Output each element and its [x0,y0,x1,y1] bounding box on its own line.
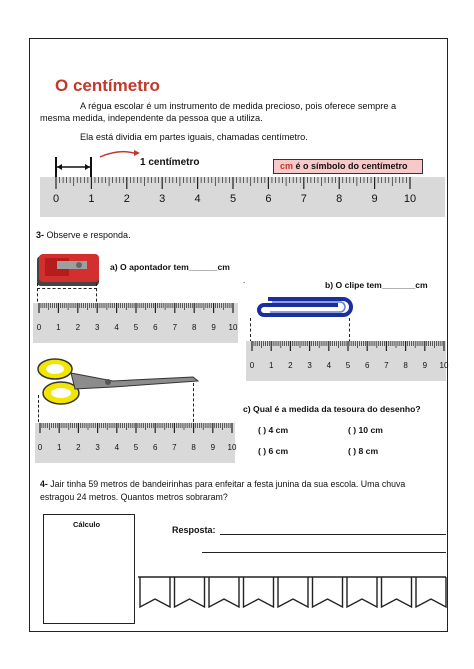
bunting-flag [416,577,446,607]
option-4cm[interactable]: ( ) 4 cm [258,425,289,435]
clip-ruler-number-8: 8 [403,361,408,370]
answer-line-1[interactable] [220,534,446,535]
q3-heading [36,230,131,240]
q3c-text: c) Qual é a medida da tesoura do desenho? [243,404,421,414]
clip-ruler-number-6: 6 [364,361,370,370]
clip-ruler-number-5: 5 [345,361,351,370]
sharpener-ruler-number-2: 2 [75,323,81,332]
main-ruler-number-7: 7 [300,193,307,205]
option-10cm[interactable]: ( ) 10 cm [348,425,383,435]
unit-label: 1 centímetro [140,157,200,168]
q3-number: 3- [36,230,45,240]
cm-symbol-note [273,159,423,174]
sharpener-ruler-number-1: 1 [56,323,61,332]
main-ruler-number-6: 6 [265,193,272,205]
calc-label: Cálculo [73,520,101,529]
main-ruler-number-1: 1 [88,193,95,205]
clip-ruler-number-3: 3 [307,361,312,370]
bunting-flag [244,577,274,607]
scissors-ruler-number-7: 7 [172,443,177,452]
main-ruler-number-10: 10 [403,193,417,205]
q3-dot: . [243,275,246,285]
intro-line-3: Ela está dividia em partes iguais, chamadas centímetro. [80,132,308,142]
bunting-flag [313,577,343,607]
clip-ruler-number-4: 4 [326,361,332,370]
sharpener-ruler [33,298,238,343]
q3b-text: b) O clipe tem_______cm [325,280,428,290]
q4-line-1: Jair tinha 59 metros de bandeirinhas para enfeitar a festa junina da sua escola. Uma chuva [47,479,406,489]
calc-box[interactable] [43,514,135,624]
main-ruler-number-8: 8 [336,193,343,205]
bunting-flag [209,577,239,607]
scissors-ruler-number-0: 0 [37,443,43,452]
clip-ruler-number-7: 7 [384,361,389,370]
sharpener-ruler-number-8: 8 [191,323,197,332]
sharpener-ruler-number-4: 4 [114,323,119,332]
scissors-ruler-number-10: 10 [227,443,237,452]
scissors-ruler-number-5: 5 [133,443,139,452]
option-8cm[interactable]: ( ) 8 cm [348,446,379,456]
sharpener-ruler-number-9: 9 [211,323,216,332]
clip-ruler-number-0: 0 [249,361,255,370]
main-ruler-number-9: 9 [371,193,378,205]
bunting-flag [175,577,205,607]
q4-line-2: estragou 24 metros. Quantos metros sobraram? [40,492,228,502]
bunting-flag [140,577,170,607]
clip-ruler-number-10: 10 [439,361,449,370]
clip-ruler-number-2: 2 [288,361,293,370]
q4-text [40,478,445,504]
red-arrow-icon [100,152,134,157]
main-ruler-graphic [40,145,445,220]
cm-symbol: cm [280,161,294,171]
page-title: O centímetro [55,76,160,95]
main-ruler-number-3: 3 [159,193,166,205]
sharpener-ruler-number-3: 3 [94,323,100,332]
sharpener-dash-top [37,288,97,289]
sharpener-ruler-number-6: 6 [153,323,158,332]
scissors-ruler-number-6: 6 [152,443,158,452]
clip-ruler-number-1: 1 [268,361,274,370]
main-ruler-number-4: 4 [194,193,201,205]
scissors-ruler-number-3: 3 [95,443,100,452]
intro-line-2: mesma medida, independente da pessoa que a utiliza. [40,113,263,123]
cm-symbol-rest: é o símbolo do centímetro [293,161,408,171]
intro-line-1: A régua escolar é um instrumento de medida precioso, pois oferece sempre a [80,101,397,111]
clip-ruler [246,336,446,381]
sharpener-ruler-number-10: 10 [228,323,238,332]
scissors-ruler [35,418,235,463]
sharpener-image [35,248,105,288]
sharpener-ruler-number-0: 0 [36,323,42,332]
scissors-ruler-number-4: 4 [114,443,120,452]
bunting-flag [382,577,412,607]
option-6cm[interactable]: ( ) 6 cm [258,446,289,456]
clip-ruler-number-9: 9 [422,361,428,370]
answer-line-2[interactable] [202,552,446,553]
bunting-flag [347,577,377,607]
sharpener-ruler-number-7: 7 [172,323,178,332]
scissors-ruler-number-2: 2 [76,443,81,452]
main-ruler-number-5: 5 [229,193,237,205]
q3a-text: a) O apontador tem______cm [110,262,230,272]
scissors-ruler-number-8: 8 [191,443,196,452]
q4-number: 4- [40,479,48,489]
paperclip-image [248,293,358,321]
sharpener-ruler-number-5: 5 [133,323,139,332]
scissors-ruler-number-1: 1 [56,443,62,452]
bunting-flags [138,575,448,611]
main-ruler-number-0: 0 [52,193,60,205]
q3-text: Observe e responda. [44,230,131,240]
scissors-image [33,355,203,410]
answer-label: Resposta: [172,525,216,535]
bunting-flag [278,577,308,607]
scissors-ruler-number-9: 9 [210,443,216,452]
main-ruler-number-2: 2 [123,193,130,205]
